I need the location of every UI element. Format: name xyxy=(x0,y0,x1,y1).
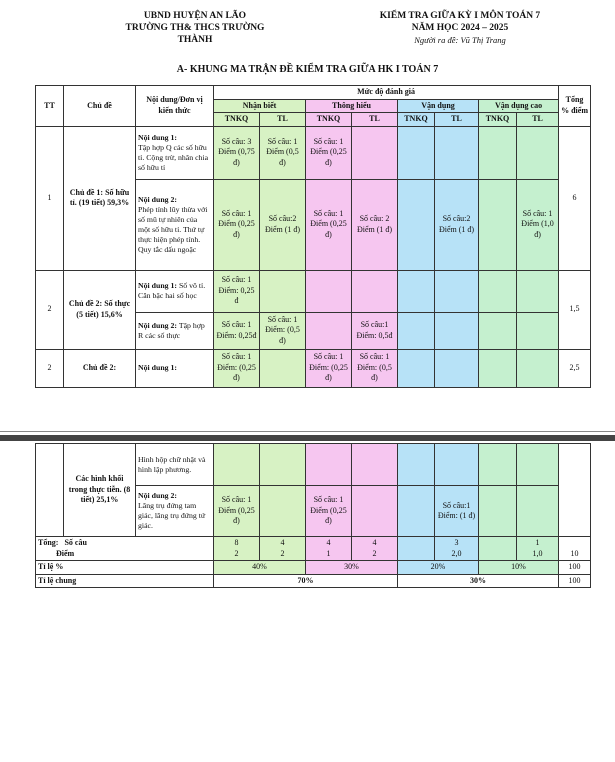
score-cell: Số câu: 1 Điểm: (0,25 đ) xyxy=(214,349,260,387)
author: Người ra đề: Vũ Thị Trang xyxy=(414,35,506,45)
score-cell: Số câu: 1 Điểm: (0,25 đ) xyxy=(306,349,352,387)
level-thonghieu: Thông hiểu xyxy=(306,99,398,113)
empty-cell xyxy=(260,444,306,486)
empty-cell xyxy=(479,312,517,349)
content-cell xyxy=(136,179,214,270)
total-cell: 2,5 xyxy=(559,349,591,387)
score-cell: Số câu: 1 Điểm (0,5 đ) xyxy=(260,126,306,179)
content-text: Phép tính lũy thừa với số mũ tự nhiên của một số hữu tỉ. Thứ tự thực hiện phép tính. Quy tắc dấu ngoặc xyxy=(138,204,208,254)
sub-header: TNKQ xyxy=(306,113,352,127)
matrix-table-bottom xyxy=(35,443,591,588)
exam-name: KIỂM TRA GIỮA KỲ I MÔN TOÁN 7 xyxy=(379,11,541,21)
col-mucdo: Mức độ đánh giá xyxy=(214,86,559,100)
empty-cell xyxy=(36,486,64,537)
empty-cell xyxy=(517,312,559,349)
empty-cell xyxy=(479,270,517,312)
empty-cell xyxy=(306,270,352,312)
content-title: Nội dung 2: xyxy=(138,194,177,204)
content-text: Tập hợp R các số thực xyxy=(138,320,205,340)
empty-cell xyxy=(398,537,435,561)
content-cell: Nội dung 1: xyxy=(136,349,214,387)
score-cell: Số câu: 1 Điểm: (0,5 đ) xyxy=(352,349,398,387)
score-cell: Số câu:2 Điểm (1 đ) xyxy=(435,179,479,270)
score-cell: Số câu: 2 Điểm (1 đ) xyxy=(352,179,398,270)
sub-header: TNKQ xyxy=(214,113,260,127)
content-text: Tập hợp Q các số hữu tỉ. Cộng trừ, nhân chia số hữu tỉ xyxy=(138,142,209,172)
totals-label-cell xyxy=(36,537,214,561)
empty-cell xyxy=(352,444,398,486)
empty-cell xyxy=(306,312,352,349)
content-cell xyxy=(136,312,214,349)
document-header xyxy=(0,10,615,56)
score-cell: Số câu: 1 Điểm (0,25 đ) xyxy=(214,179,260,270)
school-block xyxy=(110,10,280,46)
empty-cell xyxy=(435,444,479,486)
score-cell: Số câu:2 Điểm (1 đ) xyxy=(260,179,306,270)
total-cell: 1,5 xyxy=(559,270,591,349)
empty-cell xyxy=(517,349,559,387)
exam-block xyxy=(370,10,550,46)
content-cell xyxy=(136,486,214,537)
content-title: Nội dung 2: xyxy=(138,320,177,330)
total-score: 1 1,0 xyxy=(517,537,559,561)
total-score: 8 2 xyxy=(214,537,260,561)
total-score: 3 2,0 xyxy=(435,537,479,561)
sub-header: TNKQ xyxy=(479,113,517,127)
empty-cell xyxy=(479,126,517,179)
empty-cell xyxy=(559,486,591,537)
score-cell: Số câu: 1 Điểm (0,25 đ) xyxy=(306,486,352,537)
score-cell: Số câu: 1 Điểm: (0,5 đ) xyxy=(260,312,306,349)
empty-cell xyxy=(352,270,398,312)
content-cell xyxy=(136,126,214,179)
empty-cell xyxy=(517,126,559,179)
total-score: 4 1 xyxy=(306,537,352,561)
tlc-total: 100 xyxy=(559,574,591,588)
topic-cell: Các hình khối trong thực tiễn. (8 tiết) 25,1% xyxy=(64,444,136,537)
empty-cell xyxy=(260,486,306,537)
empty-cell xyxy=(517,486,559,537)
score-cell: Số câu:1 Điểm: 0,5đ xyxy=(352,312,398,349)
sub-header: TL xyxy=(260,113,306,127)
empty-cell xyxy=(398,312,435,349)
empty-cell xyxy=(517,444,559,486)
sub-header: TL xyxy=(352,113,398,127)
empty-cell xyxy=(435,349,479,387)
tlc-value: 70% xyxy=(214,574,398,588)
empty-cell xyxy=(435,270,479,312)
empty-cell xyxy=(398,126,435,179)
empty-cell xyxy=(559,444,591,486)
totals-label: Tổng: xyxy=(38,538,59,547)
content-text: Lăng trụ đứng tam giác, lăng trụ đứng tứ giác. xyxy=(138,501,206,530)
row-tt: 1 xyxy=(36,126,64,270)
content-cell xyxy=(136,270,214,312)
col-tt: TT xyxy=(36,86,64,127)
empty-cell xyxy=(479,537,517,561)
empty-cell xyxy=(398,270,435,312)
page-break xyxy=(0,435,615,441)
content-title: Nội dung 1: xyxy=(138,132,177,142)
level-vandung: Vận dụng xyxy=(398,99,479,113)
tile-total: 100 xyxy=(559,561,591,575)
district-name: UBND HUYỆN AN LÃO xyxy=(143,11,247,21)
empty-cell xyxy=(352,486,398,537)
empty-cell xyxy=(517,270,559,312)
page-title: A- KHUNG MA TRẬN ĐỀ KIỂM TRA GIỮA HK I TOÁN 7 xyxy=(176,64,439,75)
diem-label: Điểm xyxy=(56,548,75,558)
tile-value: 20% xyxy=(398,561,479,575)
row-tt: 2 xyxy=(36,270,64,349)
empty-cell xyxy=(260,349,306,387)
tlc-value: 30% xyxy=(398,574,559,588)
level-nhanbiet: Nhận biết xyxy=(214,99,306,113)
empty-cell xyxy=(260,270,306,312)
score-cell: Số câu: 1 Điểm (0,25 đ) xyxy=(306,126,352,179)
tile-label: Tỉ lệ % xyxy=(36,561,214,575)
content-cell: Hình hộp chữ nhật và hình lập phương. xyxy=(136,444,214,486)
socau-label: Số câu xyxy=(64,538,87,547)
sub-header: TL xyxy=(517,113,559,127)
topic-cell: Chủ đề 2: Số thực (5 tiết) 15,6% xyxy=(64,270,136,349)
empty-cell xyxy=(306,444,352,486)
matrix-table-top xyxy=(35,85,591,388)
score-cell: Số câu: 3 Điểm (0,75 đ) xyxy=(214,126,260,179)
tile-value: 10% xyxy=(479,561,559,575)
topic-cell: Chủ đề 2: xyxy=(64,349,136,387)
empty-cell xyxy=(398,444,435,486)
score-cell: Số câu: 1 Điểm: 0,25đ xyxy=(214,312,260,349)
total-cell: 6 xyxy=(559,126,591,270)
empty-cell xyxy=(214,444,260,486)
content-title: Nội dung 1: xyxy=(138,281,177,290)
col-noidung: Nội dung/Đơn vị kiến thức xyxy=(136,86,214,127)
score-cell: Số câu: 1 Điểm (1,0 đ) xyxy=(517,179,559,270)
topic-cell: Chủ đề 1: Số hữu tỉ. (19 tiết) 59,3% xyxy=(64,126,136,270)
grand-total: 10 xyxy=(559,537,591,561)
content-text: Số vô tỉ. Căn bậc hai số học xyxy=(138,281,206,300)
col-chude: Chủ đề xyxy=(64,86,136,127)
school-name: TRƯỜNG TH& THCS TRƯỜNG THÀNH xyxy=(125,23,265,45)
tile-value: 40% xyxy=(214,561,306,575)
score-cell: Số câu: 1 Điểm: 0,25 đ xyxy=(214,270,260,312)
empty-cell xyxy=(479,179,517,270)
total-score: 4 2 xyxy=(352,537,398,561)
level-vandungcao: Vận dụng cao xyxy=(479,99,559,113)
school-year: NĂM HỌC 2024 – 2025 xyxy=(411,23,509,33)
content-title: Nội dung 2: xyxy=(138,491,177,500)
empty-cell xyxy=(398,349,435,387)
empty-cell xyxy=(398,486,435,537)
score-cell: Số câu: 1 Điểm (0,25 đ) xyxy=(306,179,352,270)
empty-cell xyxy=(352,126,398,179)
total-score: 4 2 xyxy=(260,537,306,561)
empty-cell xyxy=(435,312,479,349)
empty-cell xyxy=(479,444,517,486)
empty-cell xyxy=(479,349,517,387)
empty-cell xyxy=(36,444,64,486)
tile-value: 30% xyxy=(306,561,398,575)
sub-header: TNKQ xyxy=(398,113,435,127)
page-break-line xyxy=(0,431,615,432)
score-cell: Số câu:1 Điểm: (1 đ) xyxy=(435,486,479,537)
empty-cell xyxy=(435,126,479,179)
tlc-label: Tỉ lệ chung xyxy=(36,574,214,588)
score-cell: Số câu: 1 Điểm (0,25 đ) xyxy=(214,486,260,537)
empty-cell xyxy=(398,179,435,270)
col-tong: Tổng % điểm xyxy=(559,86,591,127)
sub-header: TL xyxy=(435,113,479,127)
row-tt: 2 xyxy=(36,349,64,387)
empty-cell xyxy=(479,486,517,537)
